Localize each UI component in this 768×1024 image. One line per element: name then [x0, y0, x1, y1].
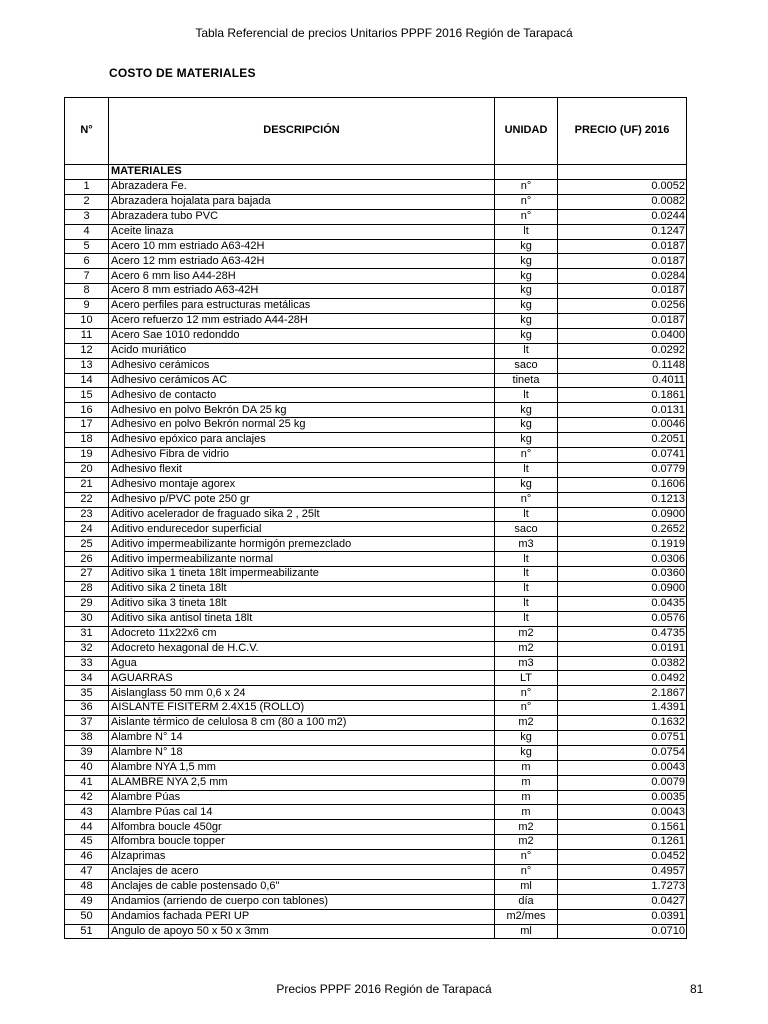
row-description: Alambre NYA 1,5 mm	[109, 760, 495, 775]
table-body	[65, 165, 687, 939]
row-price: 0.0191	[558, 641, 687, 656]
table-row	[65, 180, 687, 195]
table-row	[65, 537, 687, 552]
row-description: Abrazadera tubo PVC	[109, 209, 495, 224]
row-price: 0.0256	[558, 299, 687, 314]
row-number: 8	[65, 284, 109, 299]
row-price: 0.0043	[558, 805, 687, 820]
row-description: Acero refuerzo 12 mm estriado A44-28H	[109, 314, 495, 329]
row-description: Aislanglass 50 mm 0,6 x 24	[109, 686, 495, 701]
row-price: 0.1561	[558, 820, 687, 835]
row-unit: kg	[495, 328, 558, 343]
row-price: 0.0382	[558, 656, 687, 671]
row-number: 38	[65, 730, 109, 745]
row-description: Agua	[109, 656, 495, 671]
table-row	[65, 448, 687, 463]
table-row	[65, 924, 687, 939]
row-unit: m3	[495, 656, 558, 671]
row-unit: kg	[495, 299, 558, 314]
row-number: 10	[65, 314, 109, 329]
row-unit: m	[495, 760, 558, 775]
table-header-row	[65, 98, 687, 165]
row-number: 42	[65, 790, 109, 805]
row-unit: kg	[495, 745, 558, 760]
row-number: 14	[65, 373, 109, 388]
row-price: 0.0046	[558, 418, 687, 433]
price-table	[64, 97, 687, 939]
row-price: 0.0779	[558, 462, 687, 477]
row-number: 28	[65, 582, 109, 597]
row-number: 27	[65, 567, 109, 582]
table-row	[65, 343, 687, 358]
row-description: Adhesivo cerámicos	[109, 358, 495, 373]
row-description: Adhesivo de contacto	[109, 388, 495, 403]
row-number: 35	[65, 686, 109, 701]
row-number: 1	[65, 180, 109, 195]
row-description: Adhesivo Fibra de vidrio	[109, 448, 495, 463]
table-row	[65, 864, 687, 879]
group-unit-cell	[495, 165, 558, 180]
row-description: Abrazadera Fe.	[109, 180, 495, 195]
row-description: Acido muriático	[109, 343, 495, 358]
row-unit: kg	[495, 269, 558, 284]
row-number: 4	[65, 224, 109, 239]
row-unit: lt	[495, 224, 558, 239]
row-unit: kg	[495, 730, 558, 745]
row-unit: día	[495, 894, 558, 909]
row-price: 0.1148	[558, 358, 687, 373]
row-number: 46	[65, 850, 109, 865]
row-description: Alambre N° 18	[109, 745, 495, 760]
row-price: 0.0035	[558, 790, 687, 805]
row-unit: n°	[495, 492, 558, 507]
row-description: Acero 8 mm estriado A63-42H	[109, 284, 495, 299]
table-row	[65, 775, 687, 790]
row-description: AISLANTE FISITERM 2.4X15 (ROLLO)	[109, 701, 495, 716]
footer-text: Precios PPPF 2016 Región de Tarapacá	[276, 982, 492, 996]
row-description: Aceite linaza	[109, 224, 495, 239]
row-description: Alambre N° 14	[109, 730, 495, 745]
table-row	[65, 894, 687, 909]
row-price: 0.0043	[558, 760, 687, 775]
row-price: 0.2652	[558, 522, 687, 537]
row-price: 0.0082	[558, 194, 687, 209]
header-number: N°	[65, 98, 109, 165]
row-price: 0.0452	[558, 850, 687, 865]
table-row	[65, 686, 687, 701]
row-number: 3	[65, 209, 109, 224]
row-unit: kg	[495, 314, 558, 329]
table-row	[65, 567, 687, 582]
row-price: 0.0131	[558, 403, 687, 418]
section-title: COSTO DE MATERIALES	[109, 66, 256, 80]
row-unit: lt	[495, 552, 558, 567]
row-number: 50	[65, 909, 109, 924]
row-description: Anclajes de acero	[109, 864, 495, 879]
row-price: 0.0492	[558, 671, 687, 686]
row-unit: ml	[495, 924, 558, 939]
table-row	[65, 462, 687, 477]
page-number: 81	[690, 982, 704, 996]
row-description: Angulo de apoyo 50 x 50 x 3mm	[109, 924, 495, 939]
row-number: 18	[65, 433, 109, 448]
row-price: 0.0187	[558, 284, 687, 299]
row-price: 0.0244	[558, 209, 687, 224]
row-number: 31	[65, 626, 109, 641]
table-row	[65, 745, 687, 760]
table-row	[65, 418, 687, 433]
row-price: 0.0391	[558, 909, 687, 924]
table-row	[65, 388, 687, 403]
table-row	[65, 522, 687, 537]
row-price: 0.1919	[558, 537, 687, 552]
table-row	[65, 790, 687, 805]
table-row	[65, 224, 687, 239]
row-unit: m2	[495, 716, 558, 731]
table-row	[65, 879, 687, 894]
row-description: Abrazadera hojalata para bajada	[109, 194, 495, 209]
row-price: 0.4011	[558, 373, 687, 388]
row-description: Anclajes de cable postensado 0,6"	[109, 879, 495, 894]
row-number: 44	[65, 820, 109, 835]
row-price: 0.0187	[558, 314, 687, 329]
row-price: 0.4957	[558, 864, 687, 879]
row-number: 41	[65, 775, 109, 790]
row-price: 0.0710	[558, 924, 687, 939]
table-row	[65, 596, 687, 611]
table-row	[65, 611, 687, 626]
row-description: Acero perfiles para estructuras metálicas	[109, 299, 495, 314]
row-description: Acero Sae 1010 redonddo	[109, 328, 495, 343]
row-description: Alambre Púas cal 14	[109, 805, 495, 820]
table-row	[65, 716, 687, 731]
row-price: 0.1247	[558, 224, 687, 239]
row-description: Aditivo endurecedor superficial	[109, 522, 495, 537]
row-unit: lt	[495, 596, 558, 611]
table-row	[65, 626, 687, 641]
table-row	[65, 314, 687, 329]
row-number: 49	[65, 894, 109, 909]
row-price: 0.0741	[558, 448, 687, 463]
row-price: 0.0187	[558, 239, 687, 254]
row-unit: lt	[495, 388, 558, 403]
table-row	[65, 641, 687, 656]
row-number: 26	[65, 552, 109, 567]
row-description: Andamios (arriendo de cuerpo con tablones)	[109, 894, 495, 909]
row-description: Adhesivo en polvo Bekrón normal 25 kg	[109, 418, 495, 433]
row-price: 0.0306	[558, 552, 687, 567]
table-row	[65, 760, 687, 775]
row-unit: n°	[495, 180, 558, 195]
row-unit: n°	[495, 448, 558, 463]
row-price: 0.1606	[558, 477, 687, 492]
header-price: PRECIO (UF) 2016	[558, 98, 687, 165]
row-unit: m	[495, 805, 558, 820]
row-number: 36	[65, 701, 109, 716]
table-row	[65, 656, 687, 671]
row-unit: n°	[495, 850, 558, 865]
row-description: ALAMBRE NYA 2,5 mm	[109, 775, 495, 790]
row-price: 1.4391	[558, 701, 687, 716]
row-price: 0.1213	[558, 492, 687, 507]
row-number: 12	[65, 343, 109, 358]
table-row	[65, 701, 687, 716]
row-price: 0.4735	[558, 626, 687, 641]
row-unit: m2	[495, 641, 558, 656]
row-price: 0.0427	[558, 894, 687, 909]
row-number: 9	[65, 299, 109, 314]
row-price: 1.7273	[558, 879, 687, 894]
table-row	[65, 730, 687, 745]
row-description: AGUARRAS	[109, 671, 495, 686]
row-unit: m2/mes	[495, 909, 558, 924]
table-row	[65, 299, 687, 314]
row-unit: n°	[495, 701, 558, 716]
row-price: 0.0292	[558, 343, 687, 358]
table-row	[65, 835, 687, 850]
row-description: Alzaprimas	[109, 850, 495, 865]
row-description: Aditivo sika 2 tineta 18lt	[109, 582, 495, 597]
row-number: 21	[65, 477, 109, 492]
row-price: 0.0754	[558, 745, 687, 760]
row-unit: lt	[495, 582, 558, 597]
document-header-title: Tabla Referencial de precios Unitarios PPPF 2016 Región de Tarapacá	[195, 26, 573, 40]
row-unit: ml	[495, 879, 558, 894]
row-description: Alfombra boucle topper	[109, 835, 495, 850]
group-price-cell	[558, 165, 687, 180]
row-number: 34	[65, 671, 109, 686]
row-unit: kg	[495, 418, 558, 433]
row-description: Aditivo acelerador de fraguado sika 2 , 25lt	[109, 507, 495, 522]
row-description: Adhesivo montaje agorex	[109, 477, 495, 492]
table-row	[65, 492, 687, 507]
table-row	[65, 269, 687, 284]
header-unit: UNIDAD	[495, 98, 558, 165]
table-row	[65, 358, 687, 373]
row-price: 2.1867	[558, 686, 687, 701]
row-description: Adhesivo en polvo Bekrón DA 25 kg	[109, 403, 495, 418]
row-unit: kg	[495, 433, 558, 448]
row-description: Aditivo sika 1 tineta 18lt impermeabilizante	[109, 567, 495, 582]
row-number: 47	[65, 864, 109, 879]
row-number: 11	[65, 328, 109, 343]
table-row	[65, 194, 687, 209]
row-unit: m2	[495, 820, 558, 835]
row-unit: m3	[495, 537, 558, 552]
table-row	[65, 671, 687, 686]
row-price: 0.0576	[558, 611, 687, 626]
row-number: 29	[65, 596, 109, 611]
row-description: Andamios fachada PERI UP	[109, 909, 495, 924]
row-unit: lt	[495, 611, 558, 626]
table-row	[65, 820, 687, 835]
group-number-cell	[65, 165, 109, 180]
row-description: Acero 10 mm estriado A63-42H	[109, 239, 495, 254]
row-number: 51	[65, 924, 109, 939]
row-price: 0.0284	[558, 269, 687, 284]
row-description: Adhesivo flexit	[109, 462, 495, 477]
table-row	[65, 328, 687, 343]
row-price: 0.0187	[558, 254, 687, 269]
row-price: 0.0052	[558, 180, 687, 195]
row-unit: n°	[495, 864, 558, 879]
row-description: Aditivo sika 3 tineta 18lt	[109, 596, 495, 611]
row-price: 0.1261	[558, 835, 687, 850]
row-description: Acero 6 mm liso A44-28H	[109, 269, 495, 284]
row-description: Alfombra boucle 450gr	[109, 820, 495, 835]
header-description: DESCRIPCIÓN	[109, 98, 495, 165]
table-row	[65, 254, 687, 269]
row-price: 0.1861	[558, 388, 687, 403]
row-price: 0.1632	[558, 716, 687, 731]
row-unit: lt	[495, 507, 558, 522]
row-unit: kg	[495, 477, 558, 492]
row-description: Acero 12 mm estriado A63-42H	[109, 254, 495, 269]
row-number: 32	[65, 641, 109, 656]
group-row	[65, 165, 687, 180]
table-row	[65, 209, 687, 224]
table-row	[65, 373, 687, 388]
row-number: 43	[65, 805, 109, 820]
row-unit: saco	[495, 358, 558, 373]
row-price: 0.0079	[558, 775, 687, 790]
table-row	[65, 552, 687, 567]
row-price: 0.2051	[558, 433, 687, 448]
row-description: Alambre Púas	[109, 790, 495, 805]
row-number: 48	[65, 879, 109, 894]
row-unit: lt	[495, 343, 558, 358]
table-row	[65, 582, 687, 597]
row-unit: kg	[495, 254, 558, 269]
group-label: MATERIALES	[109, 165, 495, 180]
table-row	[65, 239, 687, 254]
row-unit: m2	[495, 626, 558, 641]
row-description: Adhesivo cerámicos AC	[109, 373, 495, 388]
row-unit: n°	[495, 686, 558, 701]
row-unit: kg	[495, 284, 558, 299]
row-description: Adhesivo epóxico para anclajes	[109, 433, 495, 448]
row-unit: kg	[495, 239, 558, 254]
row-unit: saco	[495, 522, 558, 537]
row-unit: n°	[495, 194, 558, 209]
row-price: 0.0900	[558, 507, 687, 522]
row-number: 17	[65, 418, 109, 433]
row-number: 19	[65, 448, 109, 463]
row-number: 23	[65, 507, 109, 522]
row-number: 40	[65, 760, 109, 775]
row-unit: lt	[495, 567, 558, 582]
row-number: 15	[65, 388, 109, 403]
row-number: 25	[65, 537, 109, 552]
row-description: Aislante térmico de celulosa 8 cm (80 a 100 m2)	[109, 716, 495, 731]
row-price: 0.0400	[558, 328, 687, 343]
row-price: 0.0900	[558, 582, 687, 597]
row-number: 30	[65, 611, 109, 626]
row-number: 6	[65, 254, 109, 269]
table-row	[65, 507, 687, 522]
row-price: 0.0435	[558, 596, 687, 611]
row-description: Aditivo impermeabilizante hormigón premezclado	[109, 537, 495, 552]
row-number: 22	[65, 492, 109, 507]
row-unit: m2	[495, 835, 558, 850]
table-row	[65, 433, 687, 448]
row-number: 5	[65, 239, 109, 254]
table-row	[65, 805, 687, 820]
row-description: Aditivo sika antisol tineta 18lt	[109, 611, 495, 626]
row-number: 24	[65, 522, 109, 537]
row-description: Adhesivo p/PVC pote 250 gr	[109, 492, 495, 507]
row-price: 0.0360	[558, 567, 687, 582]
row-number: 16	[65, 403, 109, 418]
row-unit: LT	[495, 671, 558, 686]
row-number: 20	[65, 462, 109, 477]
row-unit: m	[495, 775, 558, 790]
row-unit: n°	[495, 209, 558, 224]
row-number: 7	[65, 269, 109, 284]
table-row	[65, 284, 687, 299]
row-description: Aditivo impermeabilizante normal	[109, 552, 495, 567]
row-description: Adocreto 11x22x6 cm	[109, 626, 495, 641]
row-price: 0.0751	[558, 730, 687, 745]
row-number: 39	[65, 745, 109, 760]
row-number: 45	[65, 835, 109, 850]
row-unit: m	[495, 790, 558, 805]
row-number: 37	[65, 716, 109, 731]
row-number: 13	[65, 358, 109, 373]
row-unit: kg	[495, 403, 558, 418]
row-description: Adocreto hexagonal de H.C.V.	[109, 641, 495, 656]
table-row	[65, 403, 687, 418]
table-row	[65, 850, 687, 865]
table-row	[65, 909, 687, 924]
row-unit: lt	[495, 462, 558, 477]
table-row	[65, 477, 687, 492]
row-number: 2	[65, 194, 109, 209]
row-unit: tineta	[495, 373, 558, 388]
row-number: 33	[65, 656, 109, 671]
